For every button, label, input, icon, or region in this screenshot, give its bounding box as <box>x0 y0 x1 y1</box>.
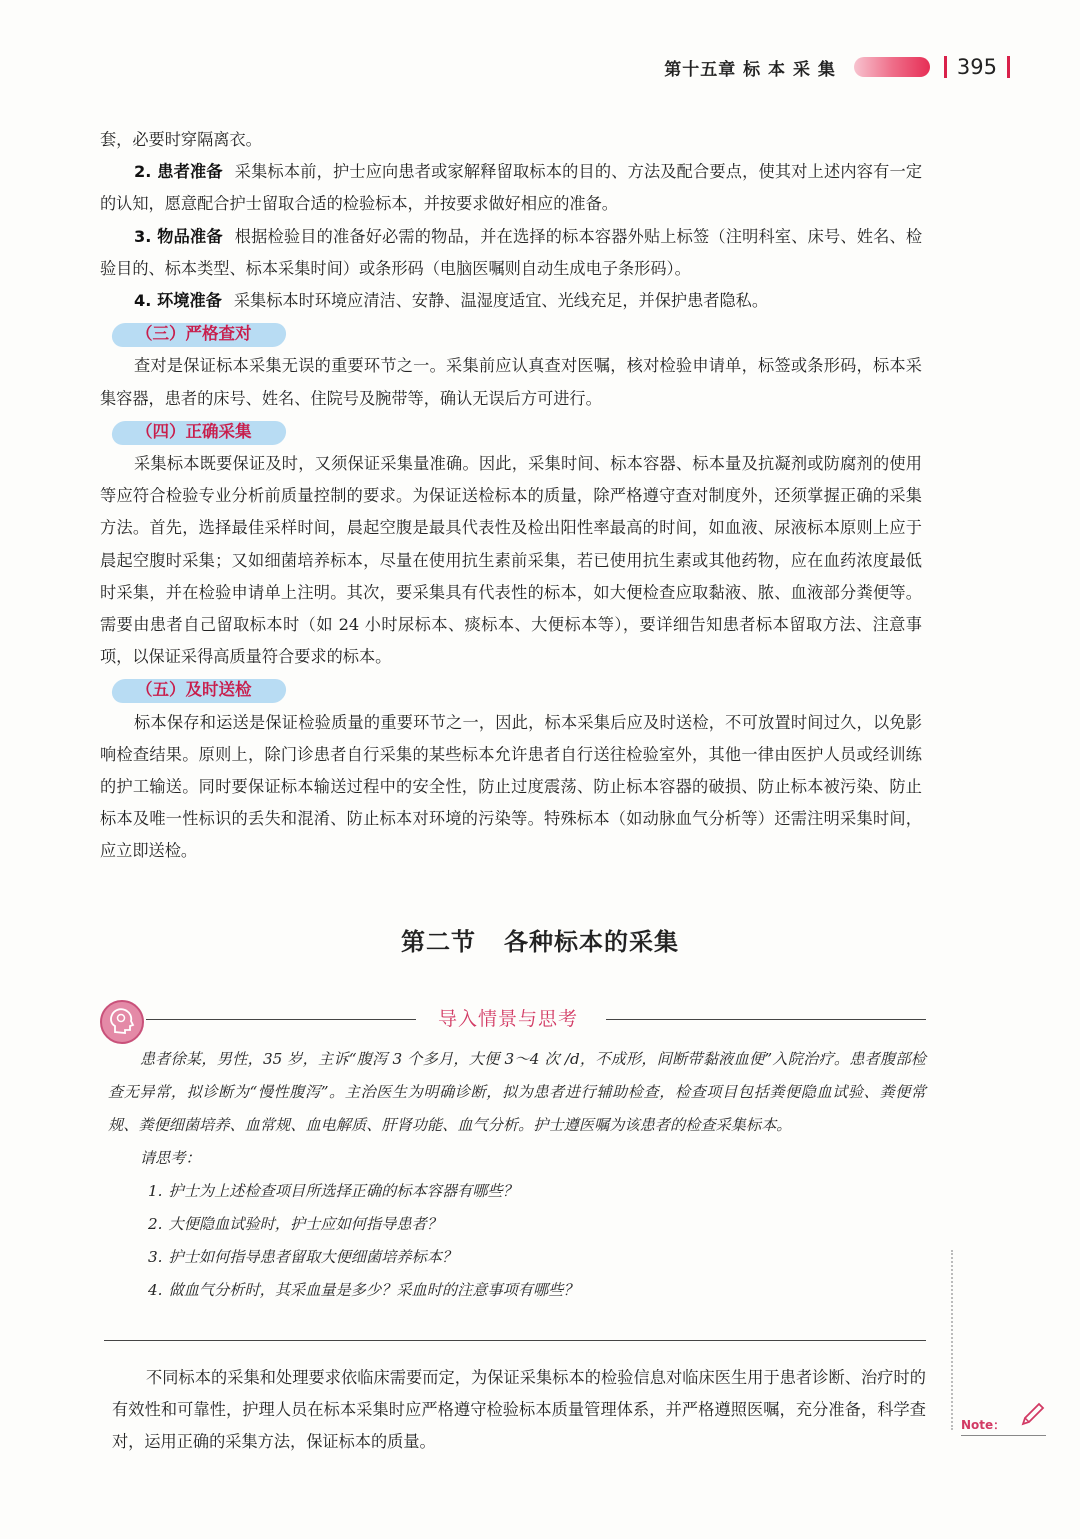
question-item: 1. 护士为上述检查项目所选择正确的标本容器有哪些？ <box>148 1182 518 1200</box>
item-heading: 4. 环境准备 <box>134 291 222 311</box>
scenario-rule-left <box>146 1019 416 1020</box>
section-name: 各种标本的采集 <box>504 928 679 956</box>
scenario-bottom-rule <box>104 1340 926 1341</box>
pencil-icon <box>1017 1400 1047 1430</box>
subheading-strict-check: （三）严格查对 <box>122 319 266 349</box>
case-description: 患者徐某，男性，35 岁，主诉“腹泻 3 个多月，大便 3～4 次 /d，不成形，间断带黏液血便”入院治疗。患者腹部检查无异常，拟诊断为“慢性腹泻”。主治医生为明确诊断，拟为患者进行辅助检查，检查项目包括粪便隐血试验、粪便常规、粪便细菌培养、血常规、血电解质、肝肾功能、血气分析。护士遵医嘱为该患者的检查采集标本。 <box>108 1050 926 1134</box>
paragraph-strict-check: 查对是保证标本采集无误的重要环节之一。采集前应认真查对医嘱，核对检验申请单，标签或条形码，标本采集容器，患者的床号、姓名、住院号及腕带等，确认无误后方可进行。 <box>100 356 922 408</box>
margin-note-area <box>951 1250 1051 1450</box>
question-item: 2. 大便隐血试验时，护士应如何指导患者？ <box>148 1215 442 1233</box>
header-separator-right <box>1007 56 1010 78</box>
subheading-correct-collection: （四）正确采集 <box>122 417 266 447</box>
subheading-timely-delivery: （五）及时送检 <box>122 675 266 705</box>
question-item: 4. 做血气分析时，其采血量是多少？采血时的注意事项有哪些？ <box>148 1281 579 1299</box>
think-prompt: 请思考： <box>139 1149 201 1167</box>
item-text: 采集标本时环境应清洁、安静、温湿度适宜、光线充足，并保护患者隐私。 <box>233 291 769 311</box>
section-title <box>0 922 1080 957</box>
chapter-title: 第十五章 标 本 采 集 <box>664 59 836 80</box>
paragraph-correct-collection: 采集标本既要保证及时，又须保证采集量准确。因此，采集时间、标本容器、标本量及抗凝剂或防腐剂的使用等应符合检验专业分析前质量控制的要求。为保证送检标本的质量，除严格遵守查对制度外，还须掌握正确的采集方法。首先，选择最佳采样时间，晨起空腹是最具代表性及检出阳性率最高的时间，如血液、尿液标本原则上应于晨起空腹时采集；又如细菌培养标本，尽量在使用抗生素前采集，若已使用抗生素或其他药物，应在血药浓度最低时采集，并在检验申请单上注明。其次，要采集具有代表性的标本，如大便检查应取黏液、脓、血液部分粪便等。需要由患者自己留取标本时（如 24 小时尿标本、痰标本、大便标本等），要详细告知患者标本留取方法、注意事项，以保证采得高质量符合要求的标本。 <box>100 454 922 667</box>
page-number: 395 <box>956 55 997 79</box>
item-text: 采集标本前，护士应向患者或家解释留取标本的目的、方法及配合要点，使其对上述内容有一定的认知，愿意配合护士留取合适的检验标本，并按要求做好相应的准备。 <box>100 162 923 214</box>
header-separator <box>944 56 947 78</box>
item-environment-prep <box>100 285 922 317</box>
question-item: 3. 护士如何指导患者留取大便细菌培养标本？ <box>148 1248 458 1266</box>
closing-body <box>112 1362 926 1459</box>
item-heading: 2. 患者准备 <box>134 162 223 182</box>
closing-paragraph: 不同标本的采集和处理要求依临床需要而定，为保证采集标本的检验信息对临床医生用于患者诊断、治疗时的有效性和可靠性，护理人员在标本采集时应严格遵守检验标本质量管理体系，并严格遵照医嘱，充分准备，科学查对，运用正确的采集方法，保证标本的质量。 <box>112 1368 926 1452</box>
item-text: 根据检验目的准备好必需的物品，并在选择的标本容器外贴上标签（注明科室、床号、姓名、检验目的、标本类型、标本采集时间）或条形码（电脑医嘱则自动生成电子条形码）。 <box>100 226 923 278</box>
question-list <box>108 1175 926 1307</box>
paragraph-timely-delivery: 标本保存和运送是保证检验质量的重要环节之一，因此，标本采集后应及时送检，不可放置时间过久，以免影响检查结果。原则上，除门诊患者自行采集的某些标本允许患者自行送往检验室外，其他一律由医护人员或经训练的护工输送。同时要保证标本输送过程中的安全性，防止过度震荡、防止标本容器的破损、防止标本被污染、防止标本及唯一性标识的丢失和混淆、防止标本对环境的污染等。特殊标本（如动脉血气分析等）还需注明采集时间，应立即送检。 <box>100 712 922 861</box>
section-number: 第二节 <box>401 928 476 956</box>
item-heading: 3. 物品准备 <box>134 226 223 246</box>
scenario-title: 导入情景与思考 <box>438 1008 579 1030</box>
main-body <box>100 124 922 868</box>
intro-line: 套，必要时穿隔离衣。 <box>100 130 262 149</box>
item-patient-prep <box>100 156 922 220</box>
note-label: Note： <box>961 1418 1006 1432</box>
page-header <box>664 52 1010 82</box>
scenario-content <box>108 1043 926 1307</box>
item-supplies-prep <box>100 221 922 285</box>
scenario-rule-right <box>606 1019 926 1020</box>
scenario-header <box>100 1000 926 1040</box>
header-accent-bar <box>854 57 930 77</box>
note-dotted-divider <box>951 1250 953 1430</box>
thinking-head-icon <box>100 1000 144 1044</box>
note-writing-line <box>961 1435 1046 1436</box>
